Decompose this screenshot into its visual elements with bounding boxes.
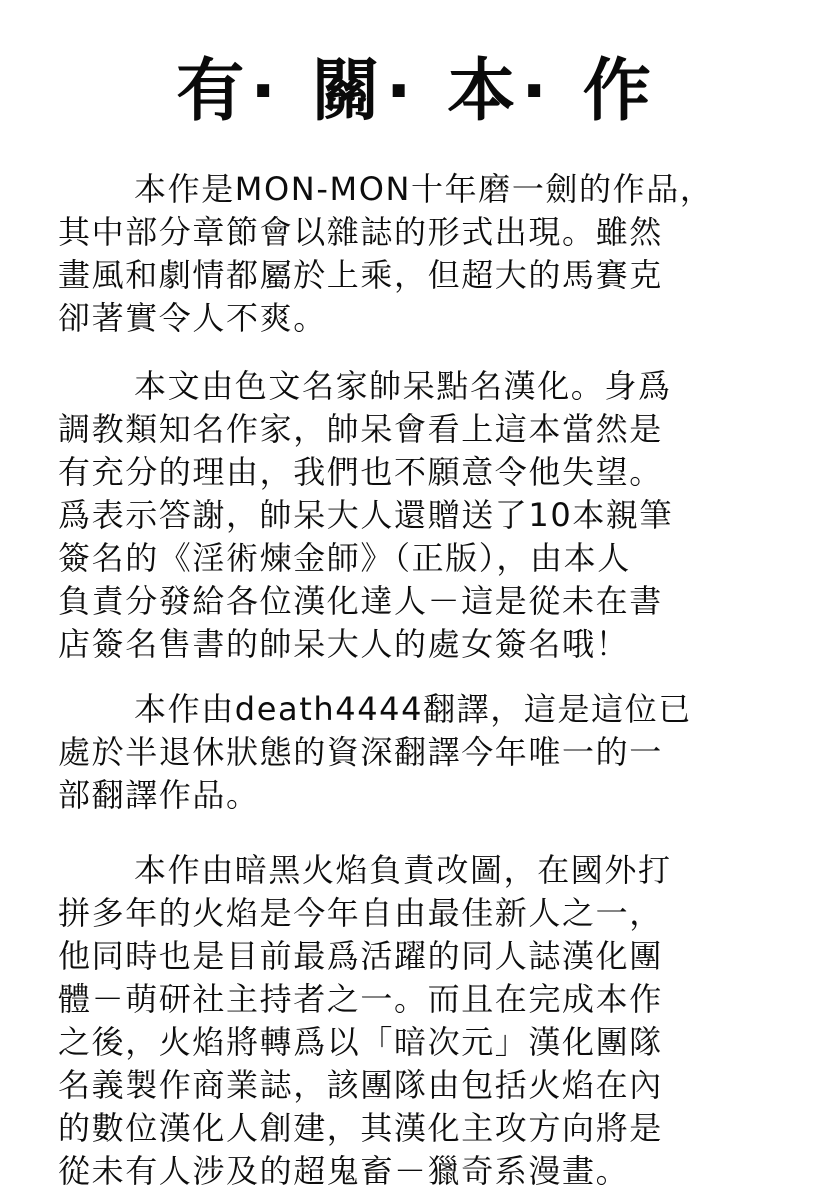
paragraph-line: 本文由色文名家帥呆點名漢化。身爲: [134, 367, 672, 405]
paragraph-line: 的數位漢化人創建，其漢化主攻方向將是: [58, 1109, 663, 1147]
paragraph-line: 店簽名售書的帥呆大人的處女簽名哦！: [58, 625, 630, 663]
paragraph-line: 他同時也是目前最爲活躍的同人誌漢化團: [58, 937, 663, 975]
paragraph-line: 本作由暗黑火焰負責改圖，在國外打: [134, 851, 672, 889]
paragraph-line: 調教類知名作家，帥呆會看上這本當然是: [58, 410, 663, 448]
paragraph-line: 處於半退休狀態的資深翻譯今年唯一的一: [58, 733, 663, 771]
paragraph-2: [58, 365, 778, 666]
paragraph-1: [58, 168, 778, 340]
paragraph-line: 卻著實令人不爽。: [58, 299, 327, 337]
paragraph-line: 其中部分章節會以雜誌的形式出現。雖然: [58, 213, 663, 251]
paragraph-line: 本作是MON-MON十年磨一劍的作品，: [134, 170, 714, 208]
paragraph-line: 簽名的《淫術煉金師》（正版），由本人: [58, 539, 631, 577]
page-title: 有· 關· 本· 作: [176, 52, 657, 131]
paragraph-line: 部翻譯作品。: [58, 776, 260, 814]
paragraph-line: 畫風和劇情都屬於上乘，但超大的馬賽克: [58, 256, 663, 294]
paragraph-line: 本作由death4444翻譯，這是這位已: [134, 690, 692, 728]
paragraph-4: [58, 849, 778, 1193]
paragraph-line: 有充分的理由，我們也不願意令他失望。: [58, 453, 663, 491]
paragraph-line: 名義製作商業誌，該團隊由包括火焰在內: [58, 1066, 663, 1104]
paragraph-3: [58, 688, 778, 817]
paragraph-line: 從未有人涉及的超鬼畜－獵奇系漫畫。: [58, 1152, 630, 1190]
paragraph-line: 拼多年的火焰是今年自由最佳新人之一，: [58, 894, 663, 932]
paragraph-line: 負責分發給各位漢化達人－這是從未在書: [58, 582, 663, 620]
paragraph-line: 爲表示答謝，帥呆大人還贈送了10本親筆: [58, 496, 674, 534]
paragraph-line: 體－萌研社主持者之一。而且在完成本作: [58, 980, 663, 1018]
paragraph-line: 之後，火焰將轉爲以「暗次元」漢化團隊: [58, 1023, 663, 1061]
